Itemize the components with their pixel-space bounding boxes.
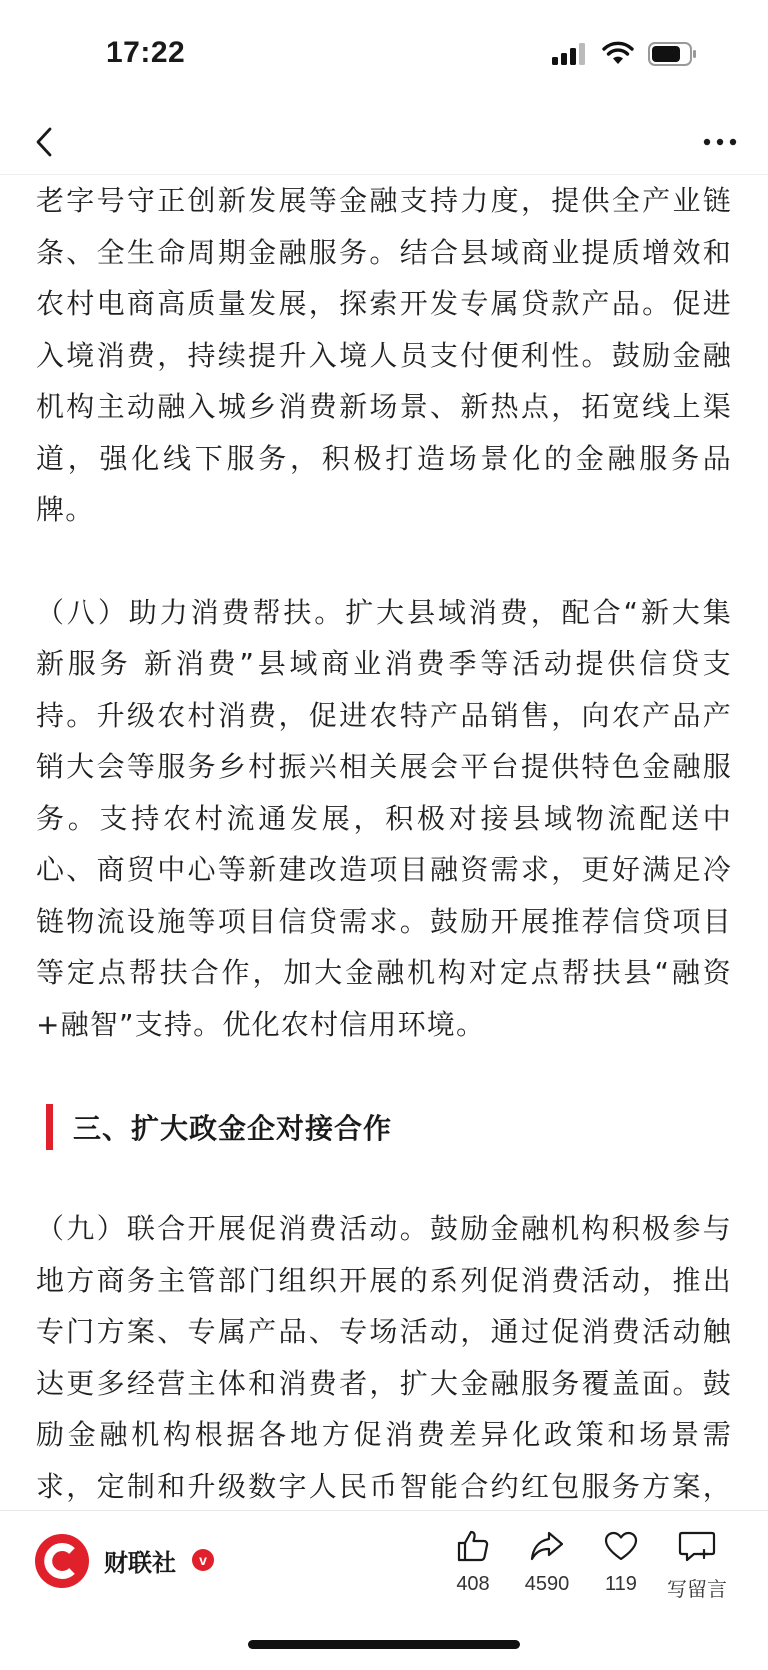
back-button[interactable]: [24, 118, 64, 166]
share-arrow-icon: [529, 1530, 565, 1562]
nav-bar: [0, 110, 768, 175]
home-indicator[interactable]: [248, 1640, 520, 1649]
publisher-name[interactable]: 财联社: [104, 1549, 176, 1577]
article-paragraph: （九）联合开展促消费活动。鼓励金融机构积极参与地方商务主管部门组织开展的系列促消费活动，推出专门方案、专属产品、专场活动，通过促消费活动触达更多经营主体和消费者，扩大金融服务覆盖面。鼓励金融机构根据各地方促消费差异化政策和场景需求，定制和升级数字人民币智能合约红包服务方案，: [36, 1212, 732, 1503]
wifi-icon: [602, 42, 634, 66]
chevron-left-icon: [34, 126, 54, 158]
more-horizontal-icon: [703, 138, 737, 146]
write-comment-label: 写留言: [667, 1577, 727, 1601]
cellular-signal-icon: [552, 43, 588, 65]
status-bar: [0, 0, 768, 110]
thumbs-up-icon: [456, 1529, 490, 1563]
paragraph-spacer: [36, 536, 732, 587]
publisher-logo-icon[interactable]: [34, 1533, 90, 1589]
heart-icon: [604, 1531, 638, 1561]
heading-accent-bar: [46, 1104, 53, 1150]
more-button[interactable]: [696, 118, 744, 166]
article-paragraph: 老字号守正创新发展等金融支持力度，提供全产业链条、全生命周期金融服务。结合县域商业提质增效和农村电商高质量发展，探索开发专属贷款产品。促进入境消费，持续提升入境人员支付便利性。鼓励金融机构主动融入城乡消费新场景、新热点，拓宽线上渠道，强化线下服务，积极打造场景化的金融服务品牌。: [36, 184, 732, 526]
share-count: 4590: [524, 1573, 570, 1595]
paragraph-spacer: [36, 1152, 732, 1203]
battery-icon: [648, 42, 698, 66]
like-count: 408: [456, 1573, 490, 1595]
write-comment-button[interactable]: [652, 1527, 742, 1602]
section-heading: [36, 1101, 732, 1152]
paragraph-spacer: [36, 1050, 732, 1101]
favorite-count: 119: [605, 1573, 637, 1595]
status-icons: [552, 42, 698, 66]
section-heading-text: 三、扩大政金企对接合作: [73, 1111, 393, 1145]
status-time: 17:22: [106, 36, 186, 69]
comment-plus-icon: [678, 1530, 716, 1562]
verified-badge: v: [192, 1549, 214, 1571]
article-body: [36, 175, 732, 1510]
article-paragraph: （八）助力消费帮扶。扩大县域消费，配合“新大集 新服务 新消费”县域商业消费季等活动提供信贷支持。升级农村消费，促进农特产品销售，向农产品产销大会等服务乡村振兴相关展会平台提供特色金融服务。支持农村流通发展，积极对接县域物流配送中心、商贸中心等新建改造项目融资需求，更好满足冷链物流设施等项目信贷需求。鼓励开展推荐信贷项目等定点帮扶合作，加大金融机构对定点帮扶县“融资+融智”支持。优化农村信用环境。: [36, 595, 732, 1041]
